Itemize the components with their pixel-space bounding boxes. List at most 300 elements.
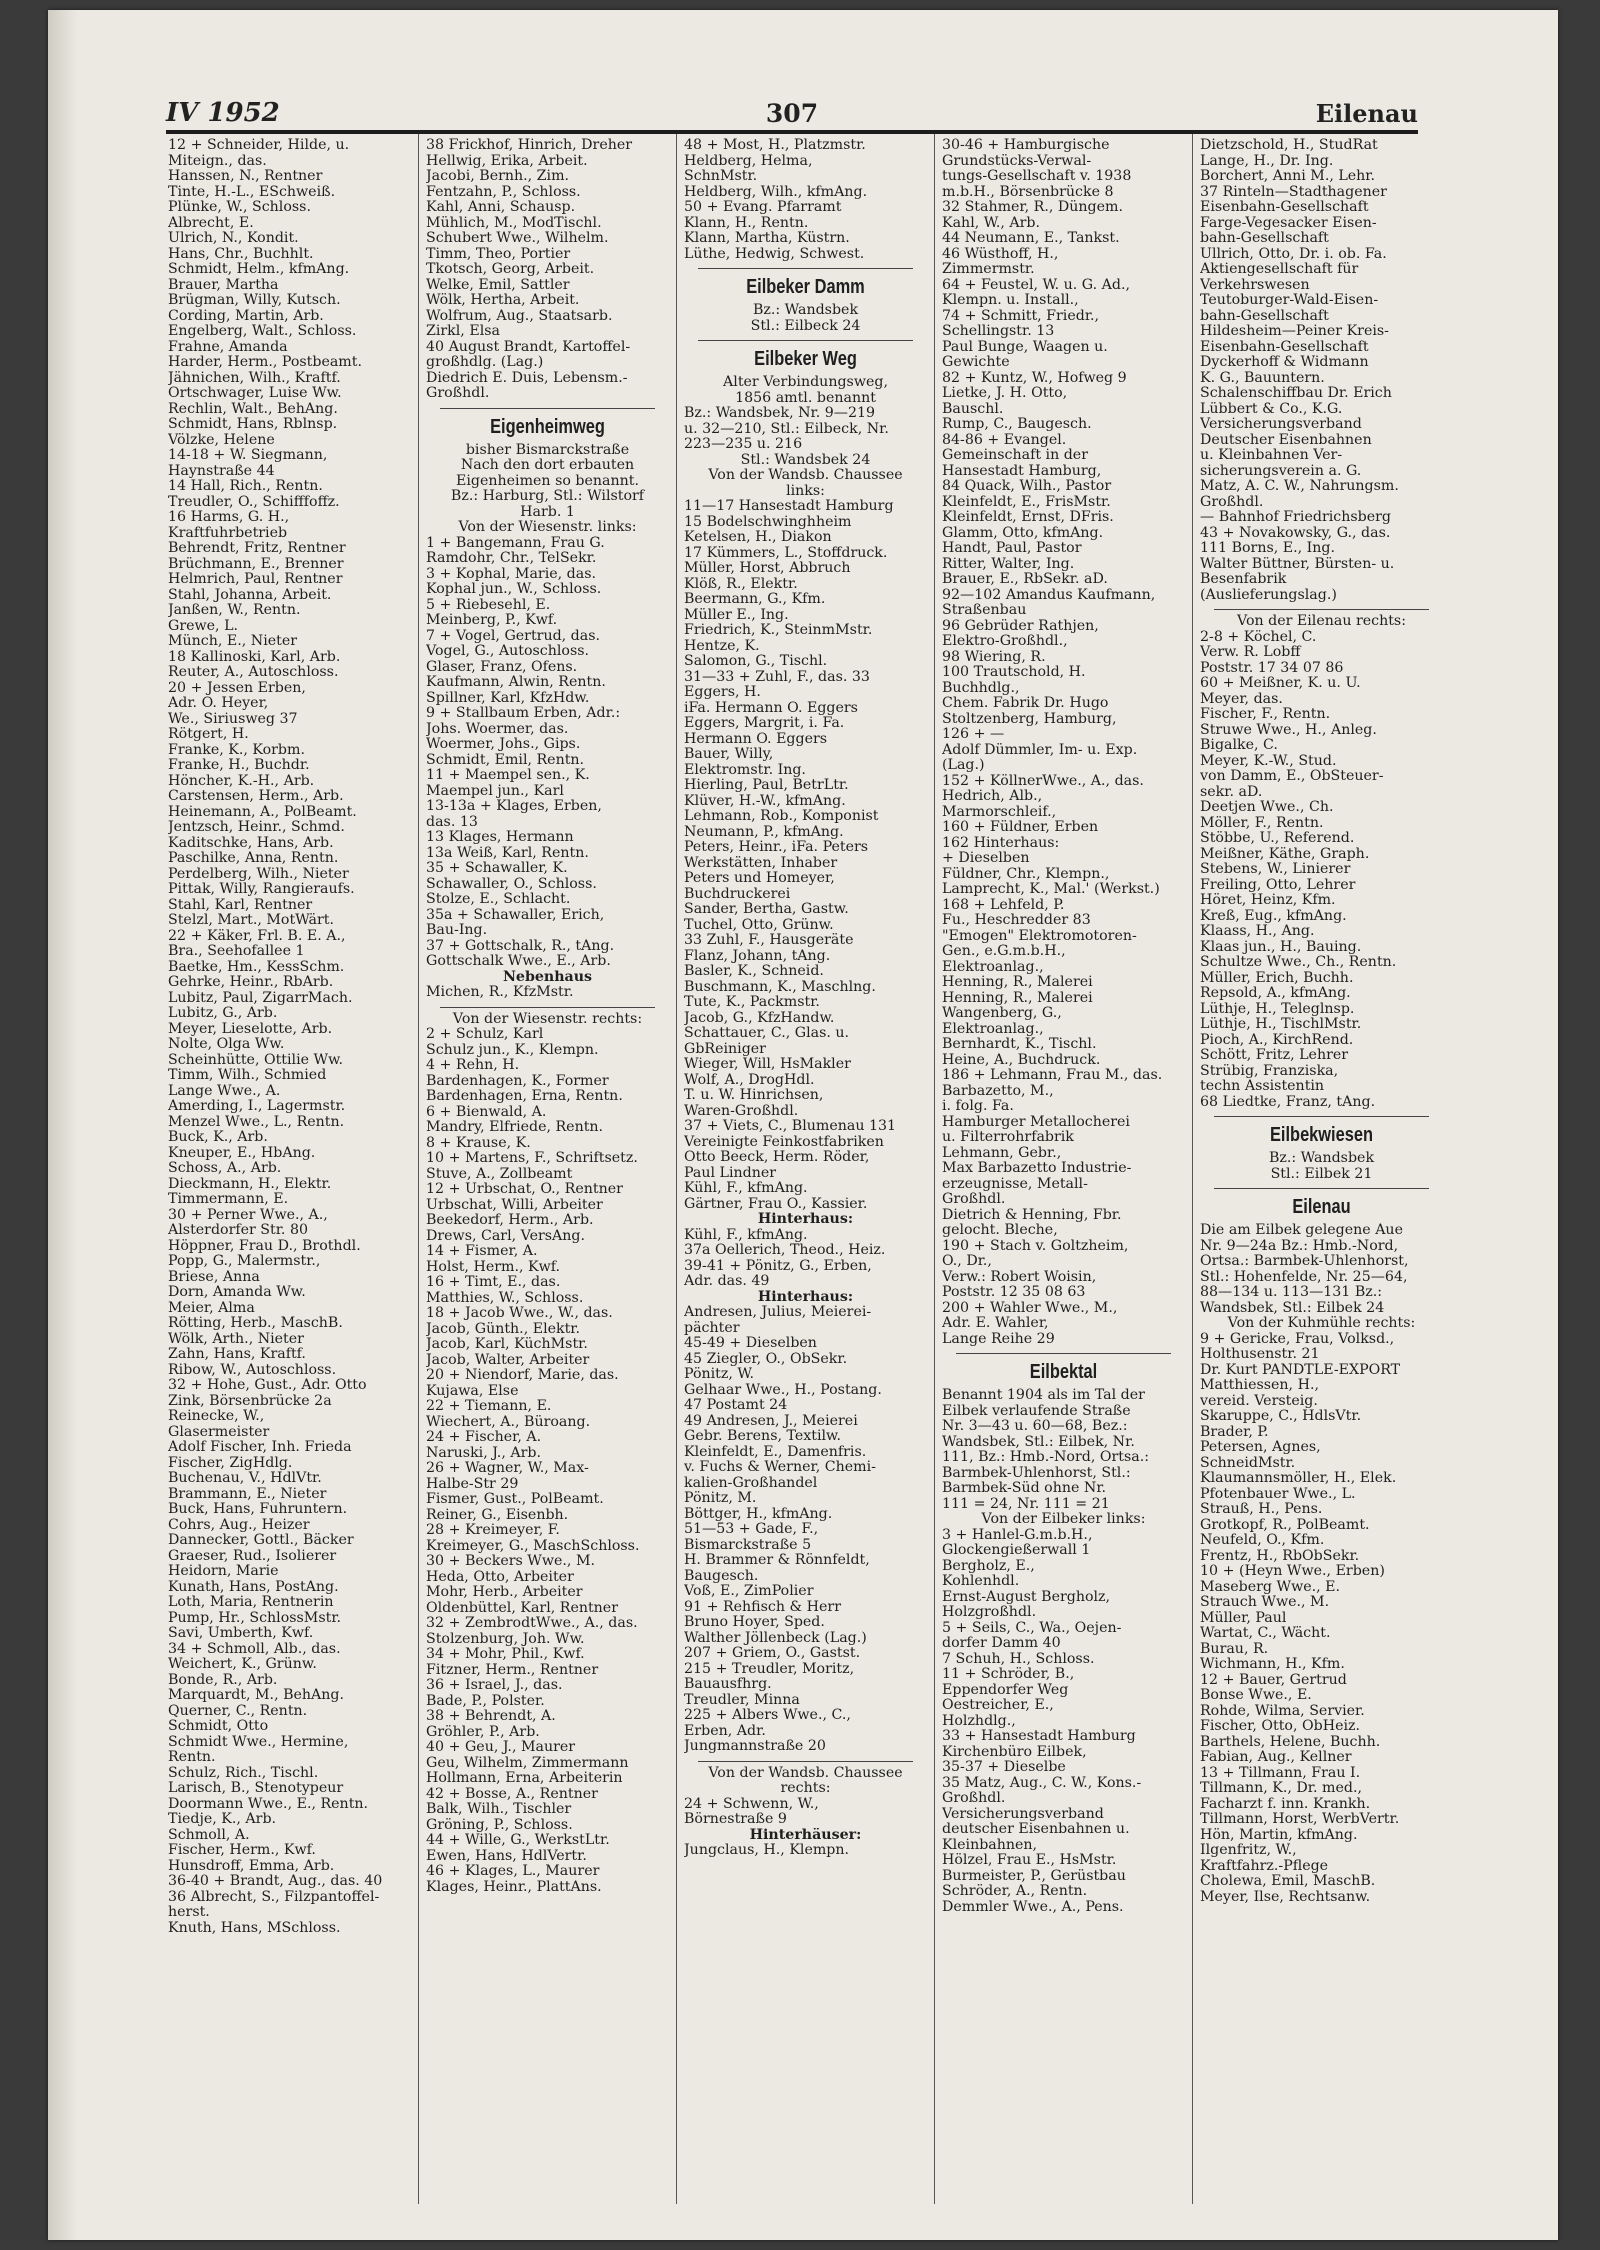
directory-entry: Schoss, A., Arb.: [168, 1161, 282, 1176]
directory-entry: deutscher Eisenbahnen u.: [942, 1822, 1130, 1837]
directory-entry: 11 + Maempel sen., K.: [426, 768, 590, 783]
directory-entry: Vereinigte Feinkostfabriken: [684, 1134, 884, 1150]
directory-entry: Buck, Hans, Fuhruntern.: [168, 1502, 348, 1517]
directory-entry: Gröhler, P., Arb.: [426, 1724, 540, 1740]
directory-entry: Albrecht, E.: [168, 215, 254, 231]
directory-entry: Kahl, W., Arb.: [942, 215, 1041, 231]
directory-entry: Savi, Umberth, Kwf.: [168, 1626, 314, 1641]
directory-entry: m.b.H., Börsenbrücke 8: [942, 184, 1114, 200]
street-note: Eigenheimen so benannt.: [456, 473, 639, 489]
directory-entry: Franke, K., Korbm.: [168, 742, 305, 758]
directory-entry: Meyer, Ilse, Rechtsanw.: [1200, 1889, 1371, 1905]
directory-entry: Rentn.: [168, 1750, 216, 1765]
directory-entry: Timmermann, E.: [168, 1192, 289, 1207]
street-note: Von der Eilbeker links:: [981, 1512, 1146, 1527]
directory-entry: We., Siriusweg 37: [168, 711, 298, 727]
directory-entry: Dieckmann, H., Elektr.: [168, 1176, 332, 1192]
directory-entry: Lamprecht, K., Mal.' (Werkst.): [942, 882, 1160, 897]
column-5: [1200, 138, 1443, 2198]
directory-entry: vereid. Versteig.: [1200, 1393, 1318, 1409]
directory-entry: Michen, R., KfzMstr.: [426, 985, 574, 1000]
directory-entry: Straßenbau: [942, 603, 1027, 618]
column-1: [168, 138, 411, 2198]
directory-entry: Hamburger Metallocherei: [942, 1114, 1130, 1130]
directory-entry: Teutoburger-Wald-Eisen-: [1200, 293, 1379, 308]
directory-entry: 186 + Lehmann, Frau M., das.: [942, 1068, 1163, 1083]
directory-entry: 34 + Schmoll, Alb., das.: [168, 1641, 341, 1657]
directory-entry: Burau, R.: [1200, 1641, 1269, 1657]
directory-entry: Demmler Wwe., A., Pens.: [942, 1899, 1124, 1915]
directory-entry: Petersen, Agnes,: [1200, 1440, 1321, 1455]
directory-entry: Böttger, H., kfmAng.: [684, 1506, 833, 1522]
directory-entry: 3 + Hanlel-G.m.b.H.,: [942, 1527, 1093, 1543]
directory-entry: Lubitz, G., Arb.: [168, 1006, 278, 1021]
directory-entry: Bau-Ing.: [426, 923, 488, 938]
directory-entry: 45-49 + Dieselben: [684, 1336, 817, 1351]
directory-entry: Lietke, J. H. Otto,: [942, 386, 1068, 401]
directory-entry: Holzhdlg.,: [942, 1713, 1016, 1729]
street-note: Bz.: Wandsbek: [1268, 1151, 1375, 1166]
directory-entry: 35 + Schawaller, K.: [426, 861, 568, 876]
directory-entry: Lübbert & Co., K.G.: [1200, 401, 1343, 417]
volume-year: IV 1952: [166, 98, 280, 128]
directory-entry: Fu., Heschredder 83: [942, 913, 1091, 928]
directory-entry: Weichert, K., Grünw.: [168, 1657, 317, 1672]
directory-entry: Paschilke, Anna, Rentn.: [168, 851, 339, 866]
directory-entry: Salomon, G., Tischl.: [684, 654, 828, 669]
directory-entry: Popp, G., Malermstr.,: [168, 1254, 321, 1269]
directory-entry: Tillmann, Horst, WerbVertr.: [1200, 1812, 1400, 1827]
directory-entry: gelocht. Bleche,: [942, 1223, 1058, 1238]
directory-entry: Stöbbe, U., Referend.: [1200, 831, 1355, 846]
directory-entry: Treudler, Minna: [684, 1692, 800, 1708]
directory-entry: 162 Hinterhaus:: [942, 835, 1060, 851]
directory-entry: Ramdohr, Chr., TelSekr.: [426, 551, 597, 566]
street-note: Bz.: Harburg, Stl.: Wilstorf: [450, 489, 645, 504]
directory-entry: bahn-Gesellschaft: [1200, 308, 1329, 324]
directory-entry: Schulz, Rich., Tischl.: [168, 1765, 319, 1781]
directory-entry: Henning, R., Malerei: [942, 975, 1093, 990]
directory-entry: "Emogen" Elektromotoren-: [942, 928, 1137, 944]
directory-entry: 2 + Schulz, Karl: [426, 1027, 544, 1042]
directory-entry: O., Dr.,: [942, 1254, 992, 1269]
directory-entry: 37a Oellerich, Theod., Heiz.: [684, 1243, 886, 1258]
directory-entry: Tinte, H.-L., ESchweiß.: [168, 184, 336, 200]
directory-entry: Haynstraße 44: [168, 463, 275, 479]
section-rule: [1214, 1188, 1429, 1189]
directory-entry: 88—134 u. 113—131 Bz.:: [1200, 1285, 1383, 1300]
running-head: Eilenau: [1315, 99, 1418, 128]
directory-entry: 200 + Wahler Wwe., M.,: [942, 1300, 1118, 1316]
directory-entry: Frahne, Amanda: [168, 339, 288, 355]
directory-entry: Füldner, Chr., Klempn.,: [942, 866, 1110, 882]
directory-entry: Heine, A., Buchdruck.: [942, 1052, 1101, 1068]
directory-entry: Kleinfeldt, E., Damenfris.: [684, 1444, 867, 1460]
directory-entry: Stelzl, Mart., MotWärt.: [168, 913, 334, 928]
directory-entry: GbReiniger: [684, 1041, 766, 1057]
directory-entry: Müller, Paul: [1200, 1610, 1287, 1626]
directory-entry: 30 + Beckers Wwe., M.: [426, 1554, 595, 1569]
street-note: Von der Kuhmühle rechts:: [1227, 1316, 1416, 1331]
directory-entry: 26 + Wagner, W., Max-: [426, 1461, 589, 1476]
directory-entry: Adr. O. Heyer,: [168, 696, 269, 711]
street-heading: Eilbeker Damm: [746, 276, 865, 298]
directory-entry: Großhdl.: [1200, 494, 1264, 510]
directory-entry: Voß, E., ZimPolier: [684, 1584, 814, 1599]
directory-entry: Grewe, L.: [168, 618, 239, 634]
section-rule: [698, 1761, 913, 1762]
directory-entry: Klempn. u. Install.,: [942, 293, 1079, 308]
directory-entry: 47 Postamt 24: [684, 1398, 788, 1413]
directory-entry: u. Kleinbahnen Ver-: [1200, 448, 1343, 463]
directory-entry: techn Assistentin: [1200, 1079, 1325, 1094]
directory-entry: Carstensen, Herm., Arb.: [168, 789, 344, 804]
directory-entry: 7 Schuh, H., Schloss.: [942, 1651, 1095, 1667]
directory-entry: 38 Frickhof, Hinrich, Dreher: [426, 138, 633, 153]
directory-entry: Holzgroßhdl.: [942, 1605, 1037, 1620]
directory-entry: Müller E., Ing.: [684, 607, 789, 623]
directory-entry: Loth, Maria, Rentnerin: [168, 1595, 334, 1610]
directory-entry: Strübig, Franziska,: [1200, 1063, 1339, 1079]
directory-entry: Barbazetto, M.,: [942, 1083, 1054, 1099]
directory-entry: Jungmannstraße 20: [684, 1739, 826, 1754]
directory-entry: 98 Wiering, R.: [942, 649, 1046, 665]
directory-entry: 126 + —: [942, 727, 1005, 742]
directory-entry: 45 Ziegler, O., ObSekr.: [684, 1351, 848, 1367]
directory-page: [48, 10, 1558, 2240]
directory-entry: Andresen, Julius, Meierei-: [684, 1305, 872, 1320]
directory-entry: Hellwig, Erika, Arbeit.: [426, 153, 588, 169]
directory-entry: Schellingstr. 13: [942, 324, 1055, 339]
directory-entry: Klann, H., Rentn.: [684, 215, 809, 231]
street-heading: Eilbekwiesen: [1269, 1124, 1374, 1146]
directory-entry: Fischer, Otto, ObHeiz.: [1200, 1719, 1360, 1734]
directory-entry: Wandsbek, Stl.: Eilbek, Nr.: [942, 1434, 1135, 1450]
directory-entry: Timm, Wilh., Schmied: [168, 1068, 327, 1083]
directory-entry: Pfotenbauer Wwe., L.: [1200, 1486, 1356, 1502]
directory-entry: 38 + Behrendt, A.: [426, 1709, 556, 1724]
directory-entry: Die am Eilbek gelegene Aue: [1200, 1223, 1403, 1238]
directory-entry: Fentzahn, P., Schloss.: [426, 184, 581, 200]
directory-entry: Gen., e.G.m.b.H.,: [942, 944, 1066, 959]
directory-entry: Lange Wwe., A.: [168, 1083, 281, 1099]
page-number: 307: [765, 99, 819, 128]
directory-entry: Lüthje, H., TischlMstr.: [1200, 1017, 1362, 1032]
directory-entry: Gärtner, Frau O., Kassier.: [684, 1196, 868, 1212]
directory-entry: Großhdl.: [942, 1791, 1006, 1806]
directory-entry: Lange, H., Dr. Ing.: [1200, 153, 1334, 169]
directory-entry: 84-86 + Evangel.: [942, 432, 1067, 448]
directory-entry: Buchhdlg.,: [942, 680, 1020, 696]
directory-entry: 31—33 + Zuhl, F., das. 33: [684, 669, 870, 685]
directory-entry: Wartat, C., Wächt.: [1200, 1626, 1331, 1641]
directory-entry: Schawaller, O., Schloss.: [426, 876, 597, 892]
directory-entry: Gehrke, Heinr., RbArb.: [168, 975, 334, 990]
directory-entry: Beermann, G., Kfm.: [684, 592, 826, 607]
directory-entry: Naruski, J., Arb.: [426, 1445, 541, 1461]
directory-entry: 190 + Stach v. Goltzheim,: [942, 1238, 1129, 1254]
directory-entry: Lüthje, H., Teleglnsp.: [1200, 1001, 1355, 1017]
directory-entry: Kophal jun., W., Schloss.: [426, 582, 602, 597]
directory-entry: 111, Bz.: Hmb.-Nord, Ortsa.:: [942, 1450, 1149, 1465]
directory-entry: Kirchenbüro Eilbek,: [942, 1744, 1087, 1760]
directory-entry: Meyer, K.-W., Stud.: [1200, 753, 1337, 769]
directory-entry: Briese, Anna: [168, 1269, 260, 1285]
directory-entry: 15 Bodelschwinghheim: [684, 514, 852, 530]
directory-entry: Kleinbahnen,: [942, 1837, 1038, 1853]
directory-entry: 22 + Käker, Frl. B. E. A.,: [168, 928, 346, 944]
section-rule: [698, 340, 913, 341]
directory-entry: 14 + Fismer, A.: [426, 1244, 538, 1259]
directory-entry: Menzel Wwe., L., Rentn.: [168, 1114, 345, 1130]
directory-entry: bahn-Gesellschaft: [1200, 231, 1329, 246]
directory-entry: Börnestraße 9: [684, 1812, 787, 1827]
directory-entry: Kaditschke, Hans, Arb.: [168, 835, 334, 851]
directory-entry: Rump, C., Baugesch.: [942, 417, 1092, 432]
directory-entry: 33 + Hansestadt Hamburg: [942, 1729, 1136, 1744]
directory-entry: Friedrich, K., SteinmMstr.: [684, 623, 873, 638]
directory-entry: Meier, Alma: [168, 1300, 255, 1316]
directory-entry: Lubitz, Paul, ZigarrMach.: [168, 990, 353, 1006]
directory-entry: Bardenhagen, K., Former: [426, 1073, 609, 1089]
directory-entry: Schmidt Wwe., Hermine,: [168, 1734, 349, 1750]
directory-entry: Hollmann, Erna, Arbeiterin: [426, 1771, 623, 1786]
directory-entry: Stolze, E., Schlacht.: [426, 892, 571, 907]
directory-entry: Tillmann, K., Dr. med.,: [1200, 1781, 1362, 1796]
directory-entry: Knuth, Hans, MSchloss.: [168, 1920, 341, 1936]
directory-entry: Ketelsen, H., Diakon: [684, 530, 832, 545]
directory-entry: pächter: [684, 1320, 740, 1336]
directory-entry: 9 + Gericke, Frau, Volksd.,: [1200, 1331, 1395, 1347]
directory-entry: Bergholz, E.,: [942, 1558, 1035, 1574]
directory-entry: Baugesch.: [684, 1568, 759, 1584]
directory-entry: Grundstücks-Verwal-: [942, 153, 1092, 169]
directory-entry: Dietzschold, H., StudRat: [1200, 138, 1378, 153]
directory-entry: Dannecker, Gottl., Bäcker: [168, 1533, 354, 1548]
directory-entry: Wichmann, H., Kfm.: [1200, 1657, 1345, 1672]
directory-entry: sekr. aD.: [1200, 784, 1263, 800]
directory-entry: Gemeinschaft in der: [942, 448, 1088, 463]
directory-entry: Reuter, A., Autoschloss.: [168, 665, 339, 680]
directory-entry: Gebr. Berens, Textilw.: [684, 1429, 841, 1444]
directory-entry: 48 + Most, H., Platzmstr.: [684, 138, 866, 153]
page-binding: [48, 10, 78, 2240]
directory-entry: 10 + (Heyn Wwe., Erben): [1200, 1564, 1385, 1579]
directory-entry: Adr. E. Wahler,: [942, 1316, 1049, 1331]
directory-entry: H. Brammer & Rönnfeldt,: [684, 1553, 870, 1568]
column-divider: [1192, 134, 1193, 2204]
directory-entry: 18 + Jacob Wwe., W., das.: [426, 1306, 613, 1321]
directory-entry: Klaass, H., Ang.: [1200, 924, 1315, 939]
directory-entry: Klann, Martha, Küstrn.: [684, 231, 850, 246]
directory-entry: Großhdl.: [942, 1192, 1006, 1207]
directory-entry: Eisenbahn-Gesellschaft: [1200, 200, 1369, 215]
directory-entry: Kreimeyer, G., MaschSchloss.: [426, 1538, 640, 1554]
directory-entry: Rötgert, H.: [168, 727, 249, 742]
directory-entry: Dorn, Amanda Ww.: [168, 1285, 306, 1300]
directory-entry: 100 Trautschold, H.: [942, 665, 1086, 680]
directory-entry: 40 August Brandt, Kartoffel-: [426, 339, 631, 355]
directory-entry: Mohr, Herb., Arbeiter: [426, 1585, 583, 1600]
directory-entry: Schubert Wwe., Wilhelm.: [426, 231, 609, 246]
directory-entry: Ullrich, Otto, Dr. i. ob. Fa.: [1200, 246, 1387, 262]
directory-entry: Kreß, Eug., kfmAng.: [1200, 908, 1347, 924]
directory-entry: Kaufmann, Alwin, Rentn.: [426, 675, 606, 690]
directory-entry: Zirkl, Elsa: [426, 324, 500, 339]
directory-entry: Stoltzenberg, Hamburg,: [942, 711, 1117, 727]
directory-entry: 35 Matz, Aug., C. W., Kons.-: [942, 1775, 1142, 1791]
directory-entry: 46 + Klages, L., Maurer: [426, 1864, 600, 1879]
directory-entry: Schmidt, Helm., kfmAng.: [168, 262, 350, 277]
column-divider: [676, 134, 677, 2204]
directory-entry: Walther Jöllenbeck (Lag.): [684, 1630, 867, 1646]
directory-entry: Jähnichen, Wilh., Kraftf.: [168, 370, 341, 386]
directory-entry: Cholewa, Emil, MaschB.: [1200, 1874, 1376, 1889]
directory-entry: Glasermeister: [168, 1424, 270, 1440]
directory-entry: 44 Neumann, E., Tankst.: [942, 231, 1120, 246]
directory-entry: Geu, Wilhelm, Zimmermann: [426, 1755, 629, 1771]
directory-entry: 36 Albrecht, S., Filzpantoffel-: [168, 1889, 380, 1905]
directory-entry: Heinemann, A., PolBeamt.: [168, 804, 357, 820]
directory-entry: Bardenhagen, Erna, Rentn.: [426, 1089, 623, 1104]
directory-entry: 223—235 u. 216: [684, 437, 803, 452]
directory-entry: Plünke, W., Schloss.: [168, 200, 311, 215]
directory-entry: Stolzenburg, Joh. Ww.: [426, 1631, 585, 1647]
street-note: Von der Eilenau rechts:: [1237, 614, 1406, 629]
directory-entry: Fitzner, Herm., Rentner: [426, 1662, 599, 1678]
directory-entry: iFa. Hermann O. Eggers: [684, 700, 858, 716]
directory-entry: Jacob, Karl, KüchMstr.: [426, 1337, 588, 1352]
directory-entry: 84 Quack, Wilh., Pastor: [942, 479, 1112, 494]
directory-entry: Paul Bunge, Waagen u.: [942, 339, 1108, 355]
directory-entry: Tuchel, Otto, Grünw.: [684, 917, 834, 933]
directory-entry: 1 + Bangemann, Frau G.: [426, 535, 605, 551]
directory-entry: K. G., Bauuntern.: [1200, 370, 1325, 386]
directory-entry: Lüthe, Hedwig, Schwest.: [684, 246, 865, 262]
street-heading: Eigenheimweg: [490, 415, 605, 438]
directory-entry: Verkehrswesen: [1200, 277, 1310, 293]
directory-entry: 168 + Lehfeld, P.: [942, 897, 1065, 913]
directory-entry: Kujawa, Else: [426, 1383, 519, 1399]
directory-entry: Schröder, A., Rentn.: [942, 1884, 1088, 1899]
directory-entry: Stahl, Karl, Rentner: [168, 897, 313, 913]
directory-entry: 28 + Kreimeyer, F.: [426, 1523, 560, 1538]
directory-entry: Kraftfahrz.-Pflege: [1200, 1858, 1329, 1874]
directory-entry: Welke, Emil, Sattler: [426, 277, 570, 293]
directory-entry: 12 + Schneider, Hilde, u.: [168, 138, 350, 153]
street-heading: Eilbektal: [1029, 1361, 1098, 1383]
directory-entry: Schultze Wwe., Ch., Rentn.: [1200, 955, 1397, 970]
directory-entry: Peters, Heinr., iFa. Peters: [684, 840, 869, 855]
directory-entry: — Bahnhof Friedrichsberg: [1200, 510, 1391, 525]
directory-entry: Gröning, P., Schloss.: [426, 1817, 573, 1833]
directory-entry: Kühl, F., kfmAng.: [684, 1181, 808, 1196]
directory-entry: Woermer, Johs., Gips.: [426, 737, 581, 752]
directory-entry: 18 Kallinoski, Karl, Arb.: [168, 649, 341, 665]
directory-entry: Elektro-Großhdl.,: [942, 634, 1068, 649]
directory-entry: Jacob, Günth., Elektr.: [426, 1321, 581, 1337]
directory-entry: Buchenau, V., HdlVtr.: [168, 1471, 322, 1486]
directory-entry: Schattauer, C., Glas. u.: [684, 1026, 850, 1041]
directory-entry: Meyer, Lieselotte, Arb.: [168, 1021, 333, 1037]
directory-entry: Wölk, Arth., Nieter: [168, 1331, 304, 1347]
directory-entry: Tkotsch, Georg, Arbeit.: [426, 262, 595, 277]
directory-entry: Großhdl.: [426, 386, 490, 401]
directory-entry: Eggers, Margrit, i. Fa.: [684, 716, 845, 731]
directory-entry: Hölzel, Frau E., HsMstr.: [942, 1853, 1117, 1868]
directory-entry: Engelberg, Walt., Schloss.: [168, 324, 357, 339]
directory-entry: Heda, Otto, Arbeiter: [426, 1569, 574, 1585]
directory-entry: 3 + Kophal, Marie, das.: [426, 566, 596, 582]
directory-entry: Meinberg, P., Kwf.: [426, 613, 558, 628]
directory-entry: Stuve, A., Zollbeamt: [426, 1166, 573, 1182]
directory-entry: Fischer, ZigHdlg.: [168, 1455, 293, 1471]
directory-entry: Lehmann, Rob., Komponist: [684, 809, 879, 824]
directory-entry: Spillner, Karl, KfzHdw.: [426, 690, 590, 706]
directory-entry: 160 + Füldner, Erben: [942, 820, 1099, 835]
directory-entry: Kraftfuhrbetrieb: [168, 525, 288, 541]
directory-entry: 49 Andresen, J., Meierei: [684, 1413, 858, 1429]
directory-entry: Verw.: Robert Woisin,: [942, 1269, 1097, 1285]
directory-entry: Flanz, Johann, tAng.: [684, 948, 831, 964]
directory-entry: 111 Borns, E., Ing.: [1200, 541, 1335, 556]
directory-entry: Otto Beeck, Herm. Röder,: [684, 1150, 870, 1165]
directory-entry: 5 + Riebesehl, E.: [426, 597, 551, 613]
street-note: rechts:: [780, 1781, 831, 1796]
directory-entry: Adolf Dümmler, Im- u. Exp.: [942, 742, 1138, 758]
directory-entry: 10 + Martens, F., Schriftsetz.: [426, 1151, 638, 1166]
directory-entry: Barmbek-Süd ohne Nr.: [942, 1481, 1107, 1496]
directory-entry: Dr. Kurt PANDTLE-EXPORT: [1200, 1362, 1401, 1378]
directory-entry: 32 Stahmer, R., Düngem.: [942, 200, 1123, 215]
section-subheading: Nebenhaus: [502, 969, 593, 985]
section-rule: [1214, 609, 1429, 610]
directory-entry: 37 + Gottschalk, R., tAng.: [426, 938, 615, 954]
directory-entry: Barthels, Helene, Buchh.: [1200, 1734, 1381, 1750]
directory-entry: Neumann, P., kfmAng.: [684, 824, 844, 840]
directory-entry: Kleinfeldt, Ernst, DFris.: [942, 510, 1114, 525]
directory-entry: v. Fuchs & Werner, Chemi-: [684, 1460, 876, 1475]
directory-entry: 43 + Novakowsky, G., das.: [1200, 525, 1391, 541]
directory-entry: 20 + Niendorf, Marie, das.: [426, 1368, 619, 1383]
directory-entry: 24 + Schwenn, W.,: [684, 1796, 819, 1812]
directory-entry: Vogel, G., Autoschloss.: [426, 644, 590, 659]
directory-entry: Hentze, K.: [684, 638, 760, 654]
directory-entry: Pump, Hr., SchlossMstr.: [168, 1610, 342, 1626]
directory-entry: 111 = 24, Nr. 111 = 21: [942, 1496, 1110, 1512]
directory-entry: Glaser, Franz, Ofens.: [426, 659, 578, 675]
directory-entry: Jentzsch, Heinr., Schmd.: [168, 820, 345, 835]
directory-entry: SchnMstr.: [684, 169, 758, 184]
directory-entry: Jacob, G., KfzHandw.: [684, 1010, 835, 1026]
directory-entry: Diedrich E. Duis, Lebensm.-: [426, 370, 628, 386]
directory-entry: Hermann O. Eggers: [684, 731, 828, 747]
column-divider: [418, 134, 419, 2204]
directory-entry: Hildesheim—Peiner Kreis-: [1200, 324, 1389, 339]
directory-entry: Ulrich, N., Kondit.: [168, 231, 299, 246]
directory-entry: 35-37 + Dieselbe: [942, 1760, 1066, 1775]
directory-entry: großhdlg. (Lag.): [426, 355, 544, 370]
directory-entry: Schmidt, Hans, Rblnsp.: [168, 417, 338, 432]
directory-entry: 11 + Schröder, B.,: [942, 1667, 1075, 1682]
directory-entry: 11—17 Hansestadt Hamburg: [684, 499, 894, 514]
directory-entry: Cording, Martin, Arb.: [168, 308, 324, 324]
directory-entry: Burmeister, P., Gerüstbau: [942, 1868, 1126, 1884]
section-subheading: Hinterhäuser:: [749, 1827, 862, 1843]
directory-entry: Poststr. 12 35 08 63: [942, 1285, 1086, 1300]
directory-entry: Brügman, Willy, Kutsch.: [168, 293, 341, 308]
directory-entry: Zink, Börsenbrücke 2a: [168, 1393, 332, 1409]
